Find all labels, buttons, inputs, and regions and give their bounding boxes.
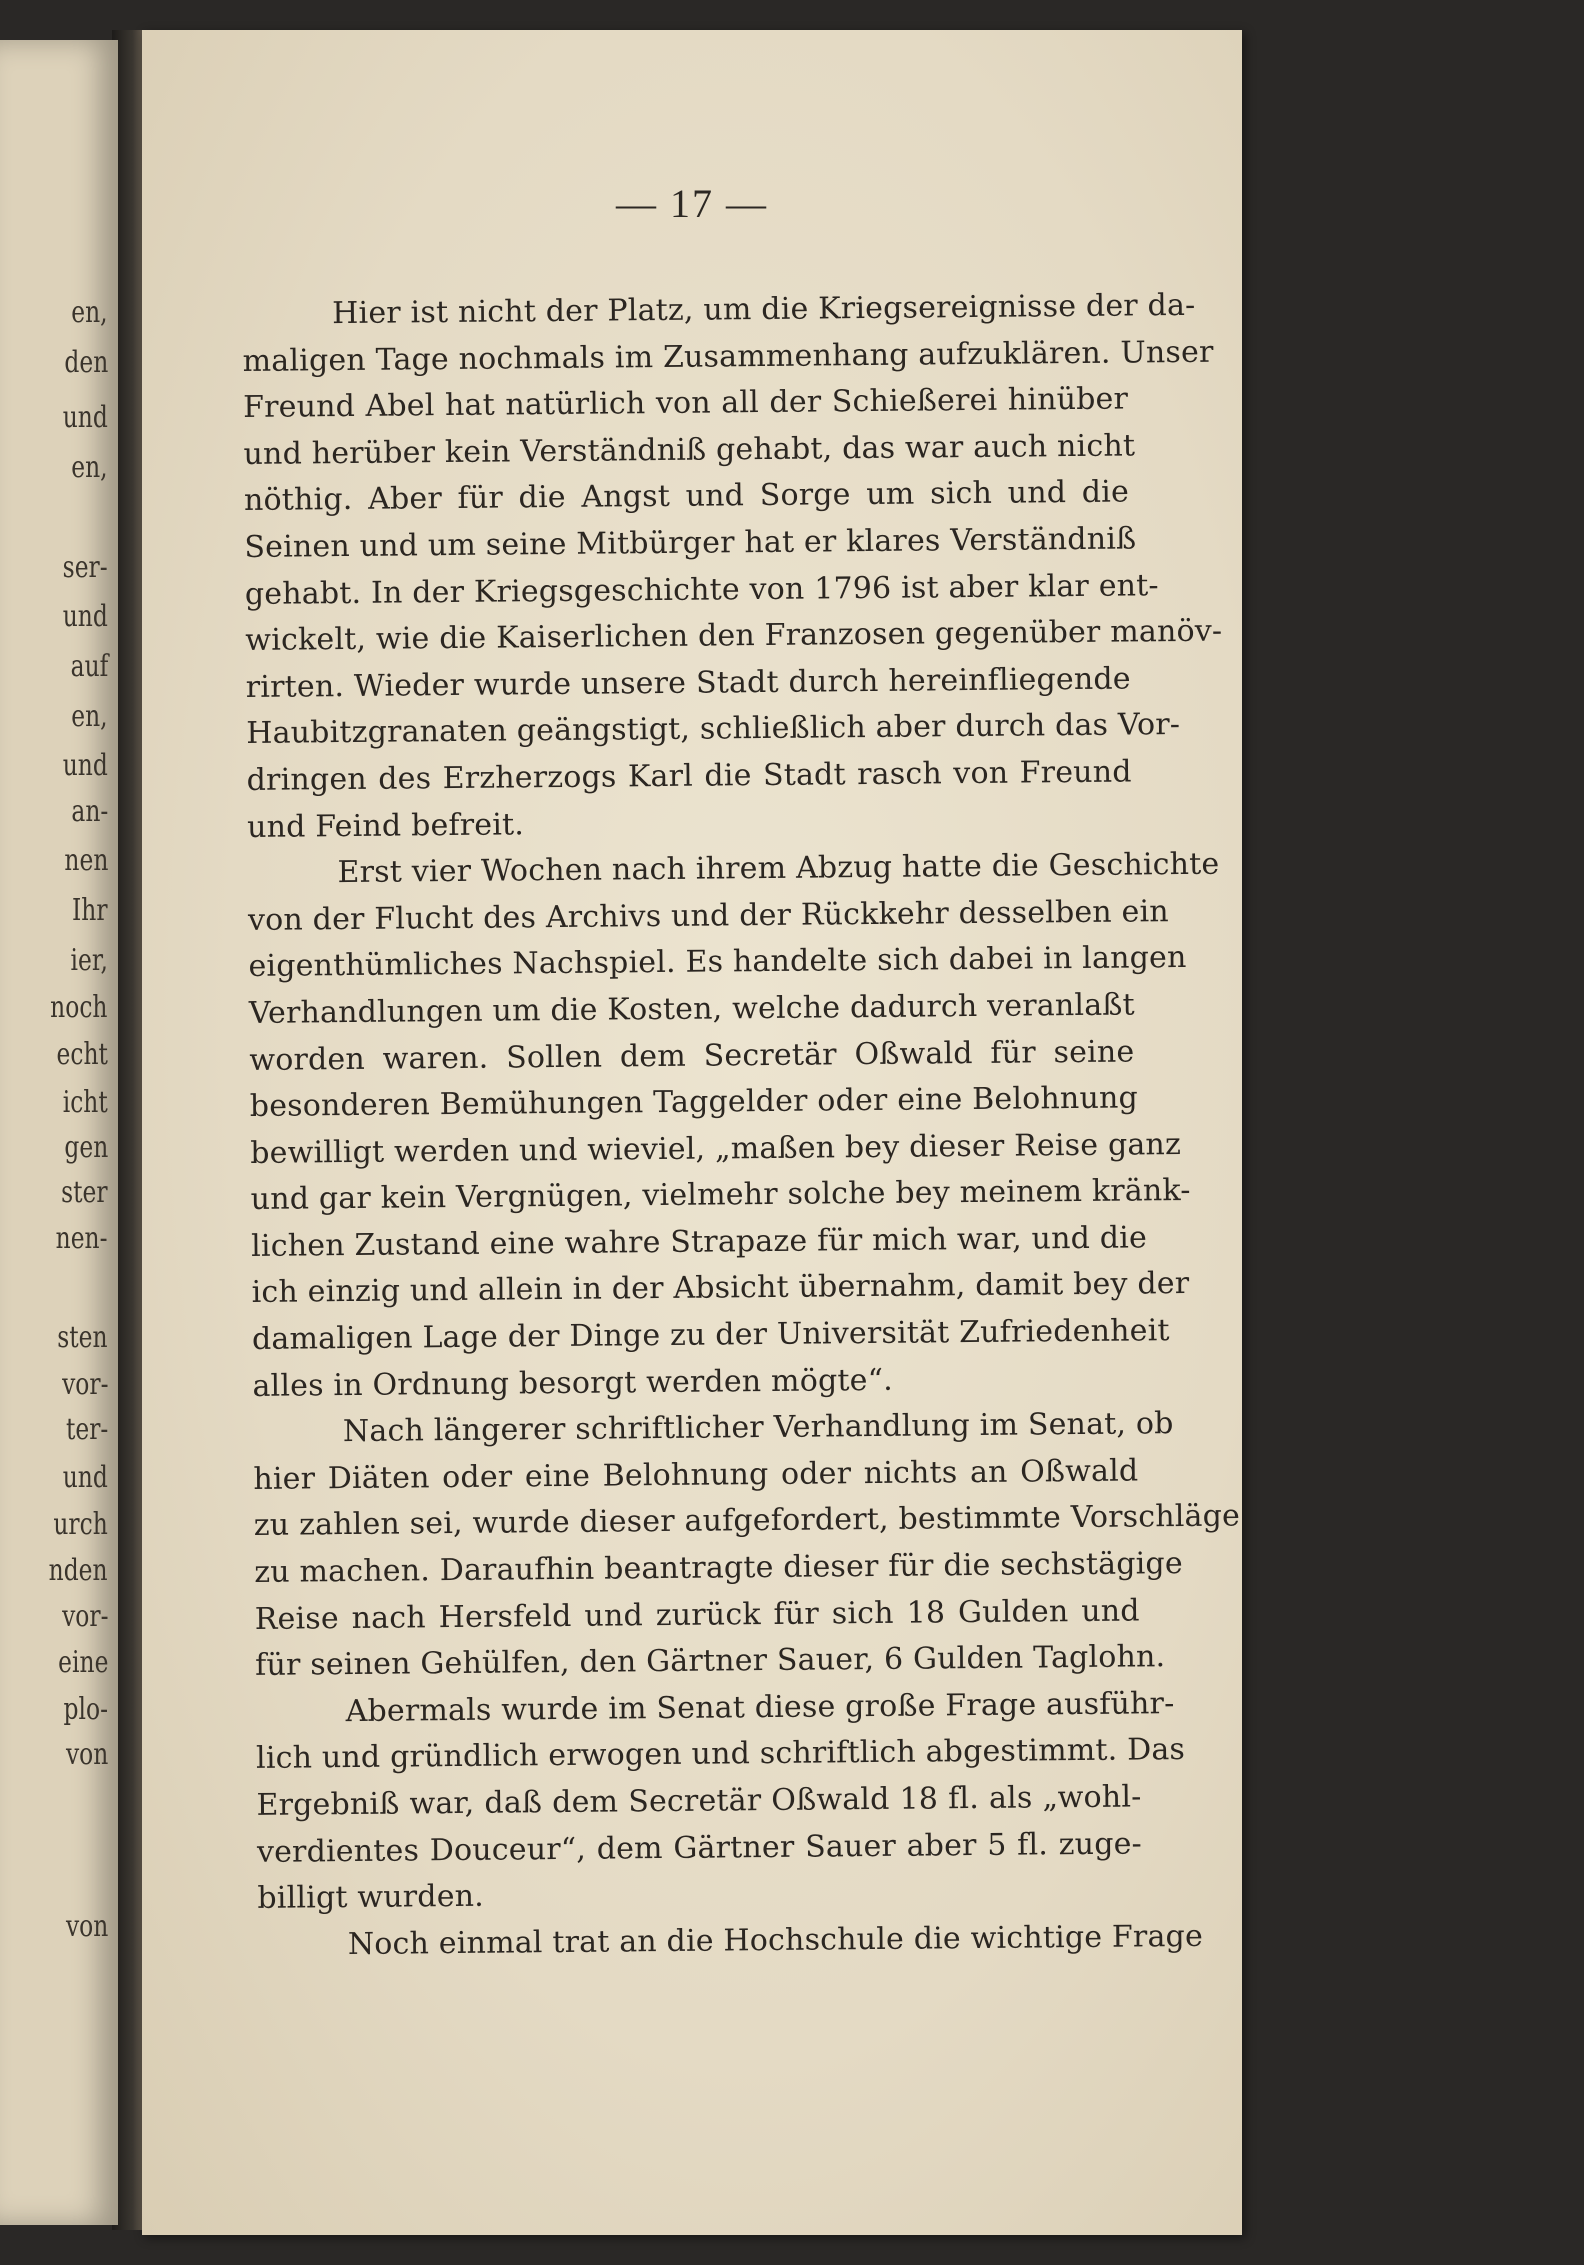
page-number: — 17 —	[616, 181, 768, 226]
text-line: und Feind befreit.	[246, 806, 525, 845]
text-line: dringen des Erzherzogs Karl die Stadt rasch von Freund	[246, 754, 1132, 798]
text-line: lichen Zustand eine wahre Strapaze für mich war, und die	[250, 1220, 1148, 1264]
facing-page-fragment: den	[64, 345, 108, 380]
body-text	[242, 284, 1241, 1970]
facing-page-fragment: ter-	[65, 1412, 108, 1447]
text-line: ich einzig und allein in der Absicht übernahm, damit bey der	[251, 1266, 1190, 1311]
text-line: Verhandlungen um die Kosten, welche dadurch veranlaßt	[248, 987, 1135, 1031]
facing-page-fragment: vor-	[61, 1367, 108, 1402]
facing-page-fragment: urch	[53, 1507, 108, 1542]
facing-page-fragment: nen-	[56, 1221, 108, 1256]
text-line: worden waren. Sollen dem Secretär Oßwald für seine	[249, 1033, 1135, 1078]
text-line: verdientes Douceur“, dem Gärtner Sauer aber 5 fl. zuge-	[256, 1826, 1143, 1870]
facing-page-fragment: plo-	[63, 1692, 108, 1727]
facing-page-fragment: ser-	[63, 550, 108, 585]
text-line: lich und gründlich erwogen und schriftlich abgestimmt. Das	[255, 1732, 1186, 1777]
facing-page-fragment: eine	[57, 1645, 108, 1680]
facing-page-fragment: Ihr	[72, 893, 108, 928]
text-line: Nach längerer schriftlicher Verhandlung im Senat, ob	[342, 1406, 1174, 1450]
text-line: zu zahlen sei, wurde dieser aufgefordert, bestimmte Vorschläge	[253, 1498, 1241, 1544]
text-line: Seinen und um seine Mitbürger hat er klares Verständniß	[244, 521, 1137, 565]
facing-page-fragment: von	[65, 1909, 108, 1944]
text-line: von der Flucht des Archivs und der Rückkehr desselben ein	[247, 893, 1170, 938]
text-line: hier Diäten oder eine Belohnung oder nichts an Oßwald	[253, 1453, 1139, 1497]
text-line: alles in Ordnung besorgt werden mögte“.	[252, 1362, 894, 1404]
facing-page-fragment: nden	[49, 1553, 108, 1588]
facing-page-fragment: und	[62, 748, 108, 783]
facing-page-fragment: nen	[64, 843, 108, 878]
text-line: gehabt. In der Kriegsgeschichte von 1796 ist aber klar ent-	[244, 567, 1159, 612]
facing-page-left	[0, 40, 118, 2225]
facing-page-fragment: echt	[56, 1037, 108, 1072]
facing-page-fragment: auf	[70, 649, 108, 684]
text-line: Noch einmal trat an die Hochschule die wichtige Frage	[347, 1918, 1204, 1962]
text-line: Freund Abel hat natürlich von all der Schießerei hinüber	[242, 381, 1129, 426]
text-line: nöthig. Aber für die Angst und Sorge um sich und die	[243, 474, 1130, 519]
text-line: billigt wurden.	[257, 1878, 485, 1917]
text-line: wickelt, wie die Kaiserlichen den Franzosen gegenüber manöv-	[245, 613, 1223, 659]
text-line: zu machen. Daraufhin beantragte dieser für die sechstägige	[254, 1546, 1183, 1590]
facing-page-fragment: und	[62, 1460, 108, 1495]
text-line: Hier ist nicht der Platz, um die Kriegsereignisse der da-	[332, 287, 1196, 332]
text-line: für seinen Gehülfen, den Gärtner Sauer, 6 Gulden Taglohn.	[255, 1639, 1166, 1684]
facing-page-fragment: en,	[71, 450, 108, 485]
facing-page-fragment: gen	[64, 1130, 108, 1165]
facing-page-fragment: ster	[61, 1175, 108, 1210]
facing-page-fragment: und	[62, 599, 108, 634]
facing-page-fragment: an-	[71, 794, 108, 829]
text-line: Haubitzgranaten geängstigt, schließlich aber durch das Vor-	[246, 707, 1181, 752]
text-line: rirten. Wieder wurde unsere Stadt durch hereinfliegende	[245, 661, 1131, 705]
facing-page-fragment: vor-	[61, 1599, 108, 1634]
text-line: Ergebniß war, daß dem Secretär Oßwald 18 fl. als „wohl-	[256, 1779, 1142, 1823]
facing-page-fragment: von	[65, 1737, 108, 1772]
facing-page-fragment: noch	[50, 990, 108, 1025]
text-line: besonderen Bemühungen Taggelder oder eine Belohnung	[249, 1080, 1139, 1125]
facing-page-fragment: icht	[62, 1085, 108, 1120]
text-line: und gar kein Vergnügen, vielmehr solche bey meinem kränk-	[250, 1173, 1191, 1218]
facing-page-fragment: en,	[71, 295, 108, 330]
facing-page-fragment: und	[62, 400, 108, 435]
text-line: maligen Tage nochmals im Zusammenhang aufzuklären. Unser	[242, 334, 1214, 379]
text-line: und herüber kein Verständniß gehabt, das war auch nicht	[243, 428, 1136, 472]
text-line: Erst vier Wochen nach ihrem Abzug hatte die Geschichte	[337, 846, 1220, 891]
facing-page-fragment: sten	[57, 1320, 108, 1355]
text-line: damaligen Lage der Dinge zu der Universität Zufriedenheit	[251, 1313, 1170, 1358]
text-line: Reise nach Hersfeld und zurück für sich 18 Gulden und	[254, 1593, 1140, 1637]
book-page	[142, 30, 1242, 2235]
text-line: Abermals wurde im Senat diese große Frage ausführ-	[345, 1685, 1175, 1729]
text-line: bewilligt werden und wieviel, „maßen bey dieser Reise ganz	[250, 1126, 1182, 1171]
text-line: eigenthümliches Nachspiel. Es handelte sich dabei in langen	[248, 940, 1187, 985]
facing-page-fragment: en,	[71, 699, 108, 734]
facing-page-fragment: ier,	[70, 943, 108, 978]
